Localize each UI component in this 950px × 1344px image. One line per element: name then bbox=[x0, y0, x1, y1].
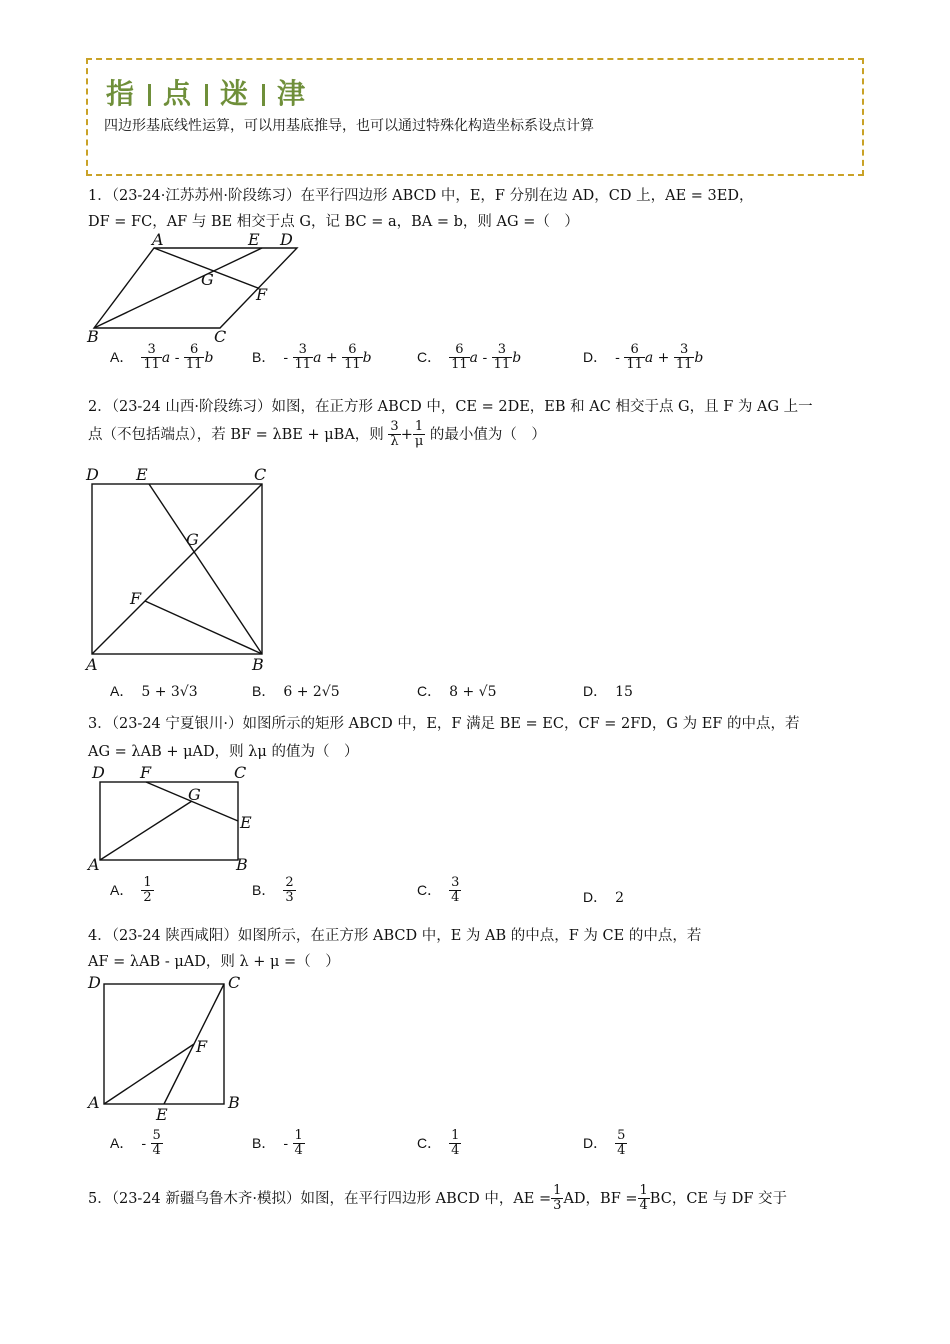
vector-a: a bbox=[469, 349, 479, 366]
q2-line1: 2．（23-24 山西·阶段练习）如图，在正方形 ABCD 中，CE = 2DE，EB 和 AC 相交于点 G，且 F 为 AG 上一 bbox=[88, 399, 813, 415]
q2-label-e: E bbox=[136, 465, 148, 484]
q2-figure bbox=[84, 462, 284, 674]
vector-a: a bbox=[313, 349, 322, 366]
option-label: D． bbox=[583, 348, 608, 365]
option-label: C． bbox=[417, 881, 442, 898]
q2-label-c: C bbox=[254, 465, 267, 484]
fraction: $\frac{6}{11}$ bbox=[344, 342, 361, 373]
q1-label-c: C bbox=[214, 327, 227, 345]
q2-option-a[interactable] bbox=[110, 681, 198, 701]
option-value: 6 + 2√5 bbox=[283, 684, 340, 700]
banner-char: 津 bbox=[277, 77, 308, 110]
vector-b: b bbox=[694, 349, 704, 366]
q5-line1-start: 5．（23-24 新疆乌鲁木齐·模拟）如图，在平行四边形 ABCD 中，AE = bbox=[88, 1190, 552, 1207]
q4-label-c: C bbox=[228, 973, 241, 992]
q3-segment-ag bbox=[100, 801, 192, 860]
q4-label-b: B bbox=[228, 1093, 240, 1112]
fraction: $\frac{3}{11}$ bbox=[294, 342, 312, 373]
sign: - bbox=[283, 349, 293, 366]
banner-divider bbox=[205, 84, 208, 106]
option-label: B． bbox=[252, 683, 276, 699]
fraction: $\frac{1}{3}$ bbox=[553, 1183, 562, 1214]
option-label: C． bbox=[417, 683, 442, 699]
q4-option-d[interactable] bbox=[583, 1129, 627, 1159]
fraction: $\frac{3}{11}$ bbox=[675, 342, 693, 373]
q4-line2: AF = λAB - μAD，则 λ + μ =（ ） bbox=[88, 954, 340, 970]
option-label: C． bbox=[417, 348, 442, 365]
q1-label-e: E bbox=[248, 230, 260, 249]
sign: - bbox=[141, 1135, 151, 1152]
q4-label-a: A bbox=[88, 1093, 100, 1112]
q1-label-f: F bbox=[256, 285, 268, 304]
q1-label-a: A bbox=[152, 230, 164, 249]
q4-option-a[interactable] bbox=[110, 1129, 163, 1159]
q3-line2: AG = λAB + μAD，则 λμ 的值为（ ） bbox=[88, 744, 359, 760]
fraction: $\frac{1}{4}$ bbox=[639, 1183, 648, 1214]
option-label: A． bbox=[110, 348, 134, 365]
q2-segment-ac bbox=[92, 484, 262, 654]
q4-figure bbox=[84, 970, 254, 1128]
q5-line1 bbox=[88, 1184, 787, 1214]
q1-line2: DF = FC，AF 与 BE 相交于点 G，记 BC = a，BA = b，则 AG =（ ） bbox=[88, 214, 579, 230]
fraction: $\frac{1}{2}$ bbox=[143, 875, 152, 906]
q3-option-d[interactable] bbox=[583, 887, 624, 907]
q4-option-c[interactable] bbox=[417, 1129, 461, 1159]
q4-line1: 4．（23-24 陕西咸阳）如图所示，在正方形 ABCD 中，E 为 AB 的中点，F 为 CE 的中点，若 bbox=[88, 928, 702, 944]
sign: - bbox=[283, 1135, 293, 1152]
q3-option-a[interactable] bbox=[110, 876, 154, 906]
q2-label-f: F bbox=[130, 589, 142, 608]
operator: - bbox=[170, 349, 184, 366]
q3-figure bbox=[84, 762, 264, 874]
option-label: C． bbox=[417, 1134, 442, 1151]
banner-divider bbox=[148, 84, 151, 106]
q3-option-c[interactable] bbox=[417, 876, 461, 906]
q5-line1-end: BC，CE 与 DF 交于 bbox=[649, 1190, 788, 1207]
q3-label-b: B bbox=[236, 855, 248, 874]
option-value: 15 bbox=[615, 684, 633, 700]
q3-label-e: E bbox=[240, 813, 252, 832]
banner-char: 点 bbox=[163, 77, 194, 110]
fraction: $\frac{6}{11}$ bbox=[626, 342, 643, 373]
fraction: $\frac{3}{11}$ bbox=[493, 342, 511, 373]
banner-title bbox=[106, 72, 307, 112]
banner-divider bbox=[262, 84, 265, 106]
option-label: D． bbox=[583, 683, 608, 699]
q1-label-d: D bbox=[280, 230, 293, 249]
q2-label-d: D bbox=[86, 465, 99, 484]
q2-option-c[interactable] bbox=[417, 681, 497, 701]
operator: + bbox=[653, 349, 674, 366]
banner-text: 四边形基底线性运算，可以用基底推导，也可以通过特殊化构造坐标系设点计算 bbox=[104, 118, 594, 134]
option-label: A． bbox=[110, 881, 134, 898]
q3-label-c: C bbox=[234, 763, 247, 782]
q1-label-b: B bbox=[87, 327, 99, 345]
banner-char: 指 bbox=[106, 77, 137, 110]
fraction: $\frac{5}{4}$ bbox=[617, 1128, 626, 1159]
q3-line1: 3．（23-24 宁夏银川·）如图所示的矩形 ABCD 中，E，F 满足 BE = EC，CF = 2FD，G 为 EF 的中点，若 bbox=[88, 716, 800, 732]
q1-option-b[interactable] bbox=[252, 343, 372, 373]
q1-segment-be bbox=[94, 248, 262, 328]
fraction: $\frac{3}{4}$ bbox=[451, 875, 460, 906]
vector-b: b bbox=[512, 349, 522, 366]
q4-option-b[interactable] bbox=[252, 1129, 305, 1159]
fraction: $\frac{1}{4}$ bbox=[294, 1128, 303, 1159]
q3-label-g: G bbox=[188, 785, 201, 804]
sign: - bbox=[615, 349, 625, 366]
q1-label-g: G bbox=[201, 270, 214, 289]
q3-rectangle bbox=[100, 782, 238, 860]
fraction: $\frac{3}{11}$ bbox=[143, 342, 160, 373]
q2-line2-start: 点（不包括端点），若 BF = λBE + μBA，则 bbox=[88, 426, 384, 443]
q2-label-b: B bbox=[252, 655, 264, 674]
q2-line2 bbox=[88, 420, 546, 450]
q1-figure bbox=[84, 230, 314, 345]
q2-option-d[interactable] bbox=[583, 681, 633, 701]
option-label: D． bbox=[583, 889, 608, 905]
option-label: A． bbox=[110, 1134, 134, 1151]
q4-label-f: F bbox=[196, 1037, 208, 1056]
q2-label-g: G bbox=[186, 530, 199, 549]
option-label: A． bbox=[110, 683, 134, 699]
vector-b: b bbox=[204, 349, 214, 366]
option-label: D． bbox=[583, 1134, 608, 1151]
vector-b: b bbox=[362, 349, 372, 366]
option-value: 8 + √5 bbox=[449, 684, 497, 700]
option-value: 2 bbox=[615, 890, 625, 906]
fraction: $\frac{6}{11}$ bbox=[451, 342, 468, 373]
q1-option-a[interactable] bbox=[110, 343, 213, 373]
q3-option-b[interactable] bbox=[252, 876, 296, 906]
q4-label-d: D bbox=[88, 973, 101, 992]
q2-label-a: A bbox=[86, 655, 98, 674]
q2-option-b[interactable] bbox=[252, 681, 340, 701]
q1-option-c[interactable] bbox=[417, 343, 521, 373]
vector-a: a bbox=[644, 349, 654, 366]
q2-line2-end: 的最小值为（ ） bbox=[429, 426, 546, 443]
option-label: B． bbox=[252, 1134, 276, 1151]
fraction: $\frac{1}{4}$ bbox=[451, 1128, 460, 1159]
q1-line1: 1．（23-24·江苏苏州·阶段练习）在平行四边形 ABCD 中，E，F 分别在边 AD，CD 上，AE = 3ED， bbox=[88, 188, 754, 204]
operator: - bbox=[478, 349, 492, 366]
option-value: 5 + 3√3 bbox=[141, 684, 198, 700]
fraction: $\frac{3}{\lambda}$ bbox=[390, 419, 399, 450]
banner-char: 迷 bbox=[220, 77, 251, 110]
operator: + bbox=[321, 349, 343, 366]
q3-label-d: D bbox=[92, 763, 105, 782]
vector-a: a bbox=[161, 349, 171, 366]
option-label: B． bbox=[252, 881, 276, 898]
operator: + bbox=[400, 426, 413, 443]
tip-banner bbox=[86, 58, 864, 176]
option-label: B． bbox=[252, 348, 276, 365]
q1-option-d[interactable] bbox=[583, 343, 703, 373]
q5-line1-mid: AD，BF = bbox=[563, 1190, 638, 1207]
q3-label-f: F bbox=[140, 763, 152, 782]
q4-label-e: E bbox=[156, 1105, 168, 1124]
fraction: $\frac{2}{3}$ bbox=[285, 875, 294, 906]
fraction: $\frac{6}{11}$ bbox=[185, 342, 203, 373]
fraction: $\frac{5}{4}$ bbox=[152, 1128, 161, 1159]
q3-label-a: A bbox=[88, 855, 100, 874]
q4-segment-af bbox=[104, 1044, 194, 1104]
fraction: $\frac{1}{\mu}$ bbox=[414, 419, 424, 450]
